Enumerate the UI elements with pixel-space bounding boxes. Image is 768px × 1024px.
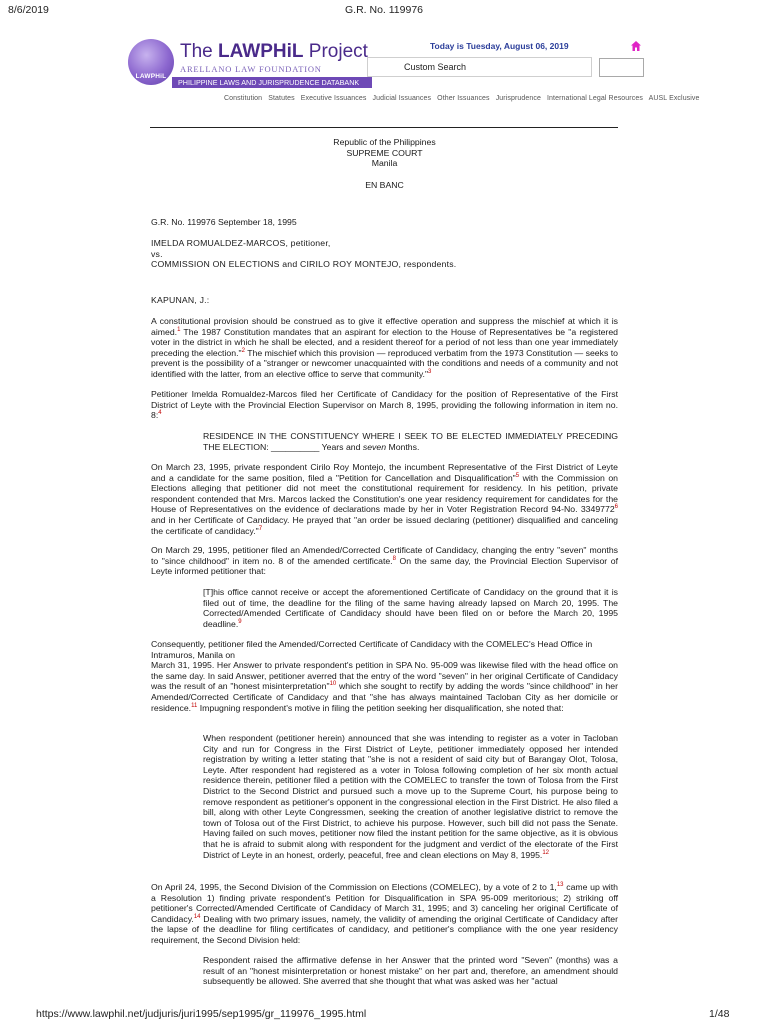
nav-ausl-exclusive[interactable]: AUSL Exclusive [648,95,700,102]
case-vs: vs. [151,248,163,259]
nav-statutes[interactable]: Statutes [268,95,295,102]
footnote-link[interactable]: 4 [158,410,162,417]
paragraph: Petitioner Imelda Romualdez-Marcos filed her Certificate of Candidacy for the position of Representative of the First District of Leyte with the Provincial Election Supervisor on March 8, 1995, providing the following information in item no. 8:$^4$ [151,389,618,421]
paragraph: On March 23, 1995, private respondent Cirilo Roy Montejo, the incumbent Representative of the First District of Leyte and a candidate for the same position, filed a "Petition for Cancellation and Disqualification"$^5$ with the Commission on Elections alleging that petitioner did not meet the constitutional requirement for residency. In his petition, private respondent contended that Mrs. Marcos lacked the Constitution's one year residency requirement for candidates for the House of Representatives on the evidence of declarations made by her in Voter Registration Record 94-No. 3349772$^6$ and in her Certificate of Candidacy. He prayed that "an order be issued declaring (petitioner) disqualified and canceling the certificate of candidacy."$^7$ [151,462,619,536]
site-databank-banner: PHILIPPINE LAWS AND JURISPRUDENCE DATABANK [172,77,372,88]
court-heading [151,137,618,169]
footnote-link[interactable]: 9 [238,618,242,625]
footnote-link[interactable]: 5 [515,472,520,479]
court-city: Manila [371,158,398,169]
block-quote: RESIDENCE IN THE CONSTITUENCY WHERE I SEEK TO BE ELECTED IMMEDIATELY PRECEDING THE ELECTION: __________ Years and seven Months. [203,431,618,452]
footnote-link[interactable]: 13 [556,882,564,889]
print-url: https://www.lawphil.net/judjuris/juri1995/sep1995/gr_119976_1995.html [36,1008,367,1020]
nav-constitution[interactable]: Constitution [224,95,263,102]
footnote-link[interactable]: 3 [428,369,432,376]
block-quote: Respondent raised the affirmative defense in her Answer that the printed word "Seven" (months) was a result of an "honest misinterpretation or honest mistake" on her part and, therefore, an amendment should subsequently be allowed. She averred that she thought that what was asked was her "actual [203,955,618,987]
ponente: KAPUNAN, J.: [151,295,210,305]
site-logo[interactable] [128,39,374,91]
home-icon[interactable] [630,40,642,52]
site-subtitle: ARELLANO LAW FOUNDATION [180,64,322,74]
print-title: G.R. No. 119976 [344,4,424,16]
footnote-link[interactable]: 2 [241,347,245,354]
footnote-link[interactable]: 11 [191,702,198,709]
footnote-link[interactable]: 8 [392,555,396,562]
block-quote: When respondent (petitioner herein) announced that she was intending to register as a voter in Tacloban City and run for Congress in the First District of Leyte, petitioner immediately opposed her intended registration by writing a letter stating that "she is not a resident of said city but of Barangay Olot, Tolosa, Leyte. After respondent had registered as a voter in Tolosa following completion of her six month actual residence therein, petitioner filed a petition with the COMELEC to transfer the town of Tolosa from the First District to the Second District and pursued such a move up to the Supreme Court, his purpose being to remove respondent as petitioner's opponent in the congressional election in the First District. He also filed a bill, along with other Leyte Congressmen, seeking the creation of another legislative district to remove the town of Tolosa out of the First District, to achieve his purpose. However, such bill did not pass the Senate. Having failed on such moves, petitioner now filed the instant petition for the same objective, as it is obvious that he is afraid to submit along with respondent for the judgment and verdict of the electorate of the First District of Leyte in an honest, orderly, peaceful, free and clean elections on May 8, 1995.12 [203,733,618,860]
case-petitioner: IMELDA ROMUALDEZ-MARCOS, petitioner, [151,238,331,248]
footnote-link[interactable]: 14 [193,913,201,920]
print-page-number: 1/48 [709,1008,730,1020]
paragraph: Consequently, petitioner filed the Amended/Corrected Certificate of Candidacy with the COMELEC's Head Office in Intramuros, Manila on March 31, 1995. Her Answer to private respondent's petition in SPA No. 95-009 was likewise filed with the head office on the same day. In said Answer, petitioner averred that the entry of the word "seven" in her original Certificate of Candidacy was the result of an "honest misinterpretation"$^{10}$ which she sought to rectify by adding the words "since childhood" in her Amended/Corrected Certificate of Candidacy and that "she has always maintained Tacloban City as her domicile or residence.$^{11}$ Impugning respondent's motive in filing the petition seeking her disqualification, she noted that: [151,639,618,713]
header-divider [150,127,618,128]
site-title: The LAWPHiL Project [180,41,368,62]
footnote-link[interactable]: 6 [614,504,618,511]
top-nav [224,95,704,102]
court-name: SUPREME COURT [346,147,423,158]
logo-emblem-icon: LAWPHiL [128,39,174,85]
nav-other-issuances[interactable]: Other Issuances [437,95,490,102]
case-respondents: COMMISSION ON ELECTIONS and CIRILO ROY MONTEJO, respondents. [151,259,457,270]
block-quote: [T]his office cannot receive or accept the aforementioned Certificate of Candidacy on the ground that it is filed out of time, the deadline for the filing of the same having already lapsed on March 20, 1995. The Corrected/Amended Certificate of Candidacy should have been filed on or before the March 20, 1995 deadline.$^9$ [203,587,618,629]
footnote-link[interactable]: 1 [177,326,181,333]
paragraph: On March 29, 1995, petitioner filed an Amended/Corrected Certificate of Candidacy, changing the entry "seven" months to "since childhood" in item no. 8 of the amended certificate.$^8$ On the same day, the Provincial Election Supervisor of Leyte informed petitioner that: [151,545,618,577]
paragraph: A constitutional provision should be construed as to give it effective operation and suppress the mischief at which it is aimed.$^1$ The 1987 Constitution mandates that an aspirant for election to the House of Representatives be "a registered voter in the district in which he shall be elected, and a resident thereof for a period of not less than one year immediately preceding the election."$^2$ The mischief which this provision — reproduced verbatim from the 1973 Constitution — seeks to prevent is the possibility of a "stranger or newcomer unacquainted with the conditions and needs of a community and not identified with the latter, from an elective office to serve that community."$^3$ [151,316,618,379]
case-number: G.R. No. 119976 September 18, 1995 [151,217,297,227]
footnote-link[interactable]: 10 [329,681,337,688]
court-republic: Republic of the Philippines [333,137,436,147]
search-button[interactable] [599,58,644,77]
today-date: Today is Tuesday, August 06, 2019 [430,41,569,51]
nav-judicial-issuances[interactable]: Judicial Issuances [372,95,432,102]
en-banc: EN BANC [365,180,404,190]
nav-international-legal-resources[interactable]: International Legal Resources [547,95,643,102]
nav-jurisprudence[interactable]: Jurisprudence [495,95,541,102]
print-date: 8/6/2019 [8,4,49,16]
search-input[interactable]: Custom Search [367,57,592,77]
footnote-link[interactable]: 12 [542,849,550,856]
paragraph: On April 24, 1995, the Second Division of the Commission on Elections (COMELEC), by a vote of 2 to 1,13 came up with a Resolution 1) finding private respondent's Petition for Disqualification in SPA 95-009 meritorious; 2) striking off petitioner's Corrected/Amended Certificate of Candidacy of March 31, 1995; and 3) canceling her original Certificate of Candidacy.$^{14}$ Dealing with two primary issues, namely, the validity of amending the original Certificate of Candidacy after the lapse of the deadline for filing certificates of candidacy, and petitioner's compliance with the one year residency requirement, the Second Division held: [151,882,618,945]
case-caption [151,238,618,270]
footnote-link[interactable]: 7 [258,525,263,532]
nav-executive-issuances[interactable]: Executive Issuances [300,95,367,102]
